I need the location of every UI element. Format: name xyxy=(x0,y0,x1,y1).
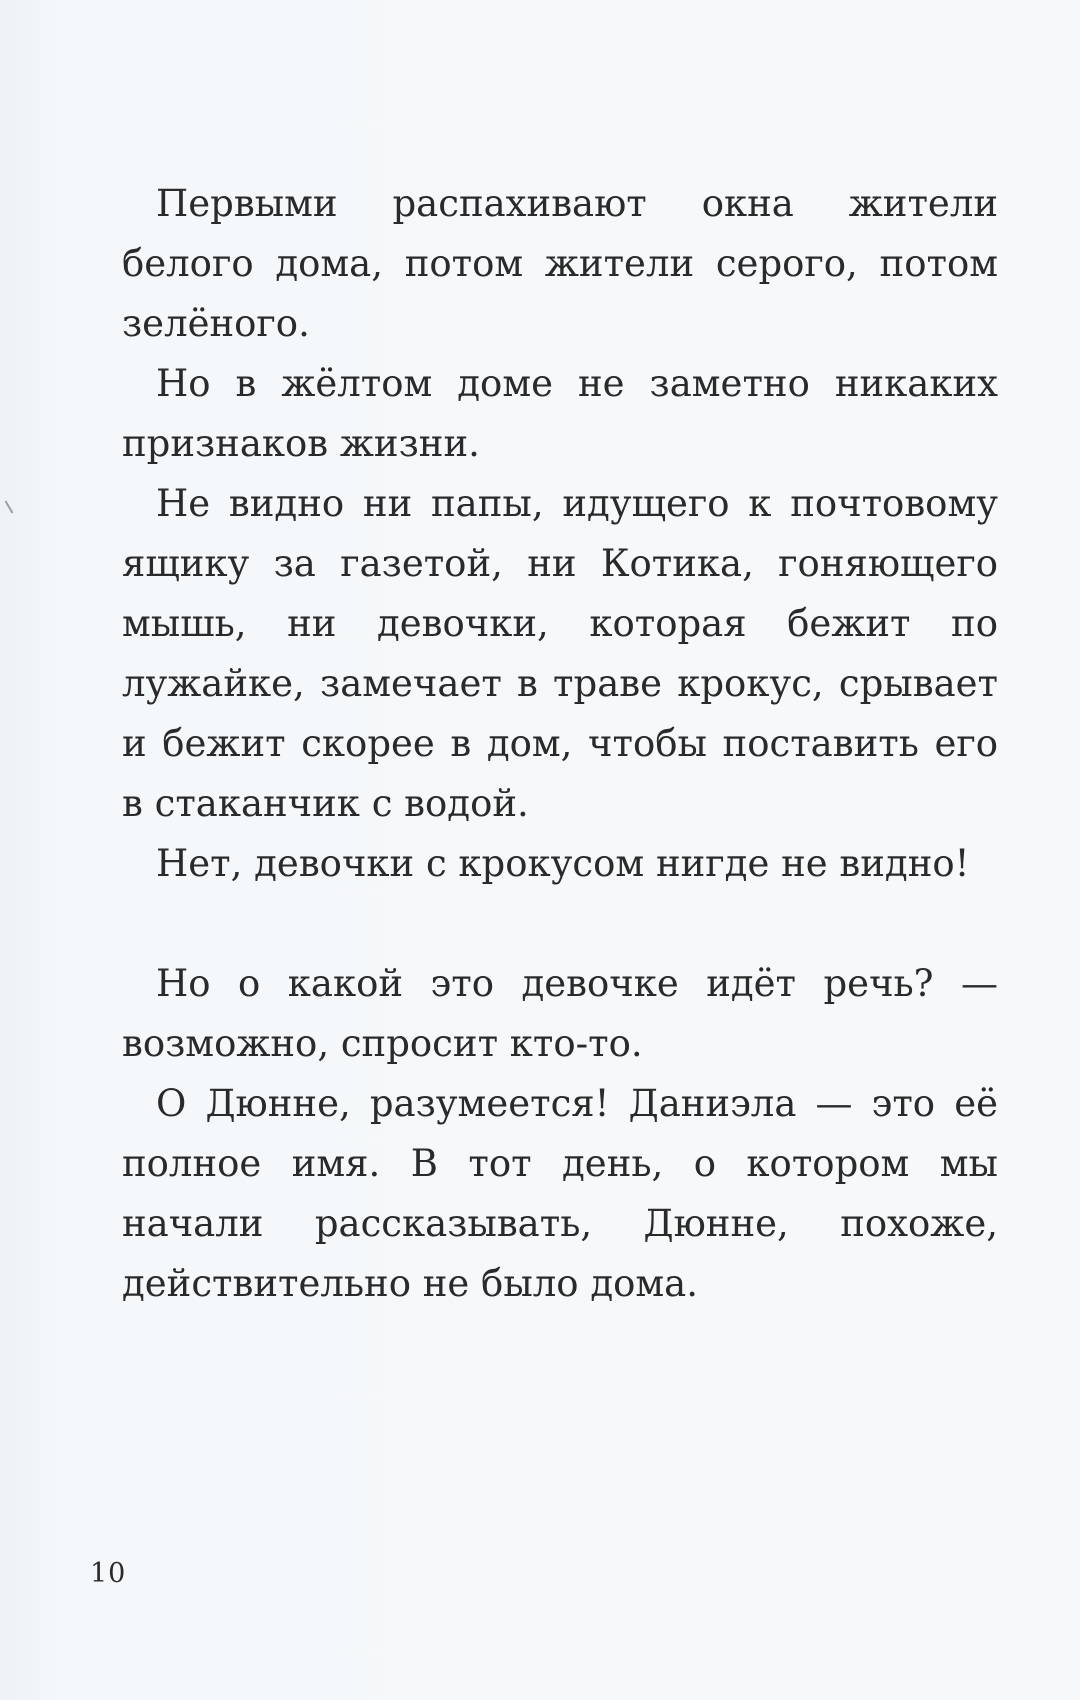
paragraph-3: Не видно ни папы, идущего к почтовому ящику за газетой, ни Котика, гоняющего мышь, ни девочки, которая бежит по лужайке, замечает в траве крокус, срывает и бежит скорее в дом, чтобы поставить его в стаканчик с водой. xyxy=(122,482,998,825)
paragraph-1: Первыми распахивают окна жители белого дома, потом жители серого, потом зелёного. xyxy=(122,182,998,345)
paragraph-6: О Дюнне, разумеется! Даниэла — это её полное имя. В тот день, о котором мы начали рассказывать, Дюнне, похоже, действительно не было дома. xyxy=(122,1082,998,1305)
body-text xyxy=(122,174,998,1314)
section-gap xyxy=(122,894,998,954)
paragraph-5: Но о какой это девочке идёт речь? — возможно, спросит кто-то. xyxy=(122,962,998,1065)
paragraph-2: Но в жёлтом доме не заметно никаких признаков жизни. xyxy=(122,362,998,465)
margin-mark xyxy=(5,500,14,513)
page-number: 10 xyxy=(90,1558,127,1589)
paragraph-4: Нет, девочки с крокусом нигде не видно! xyxy=(156,842,970,885)
